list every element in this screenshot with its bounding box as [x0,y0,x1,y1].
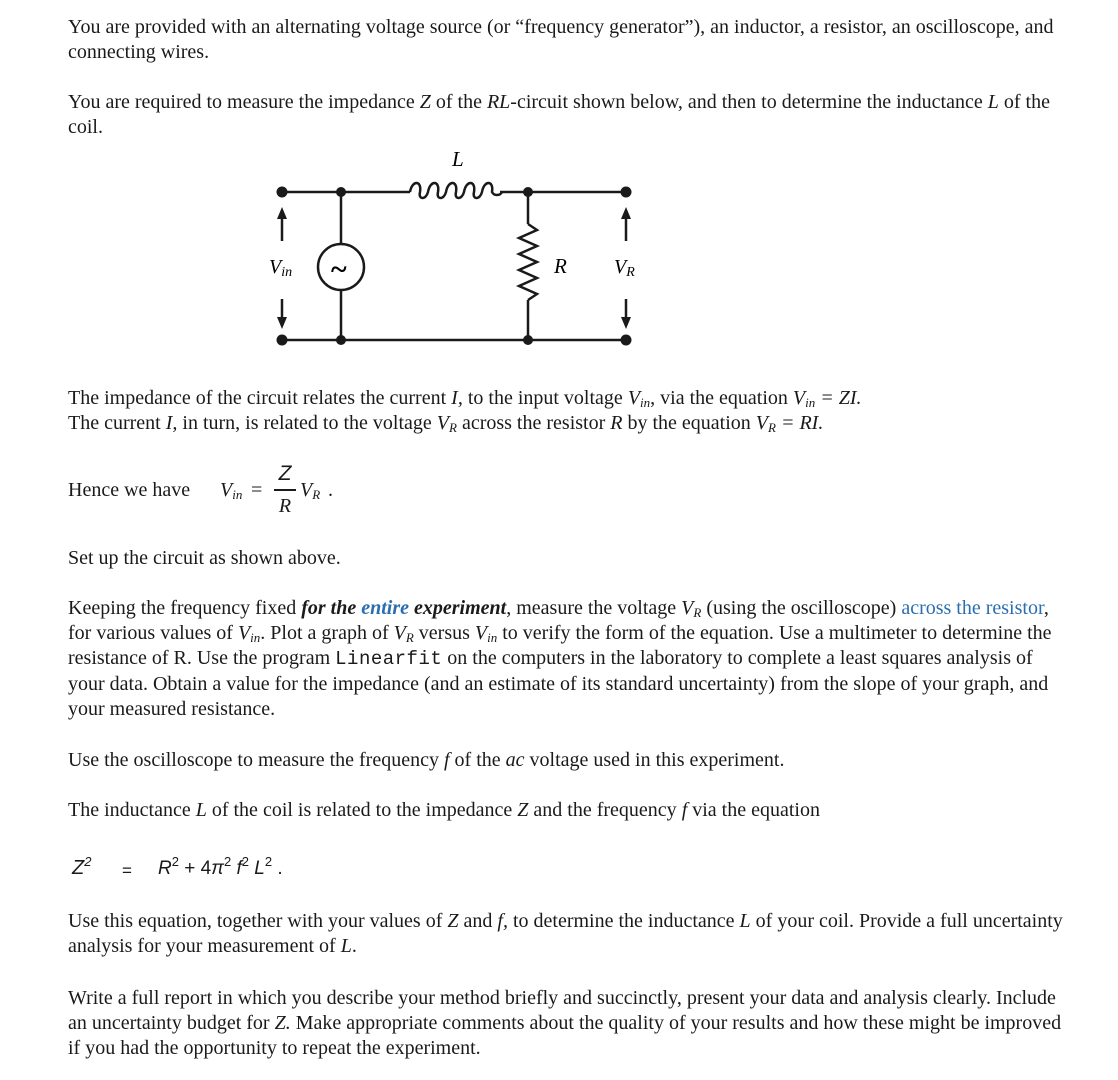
symbol-Z: Z [447,910,459,932]
eq-end: . [328,479,333,501]
symbol-I: I, [451,387,463,409]
equation-VR-RI: $V_R$ = RI. [755,412,824,435]
text-run: Make appropriate comments about the quality of your results and how these might be improved if you had the opportunity to repeat the experiment. [68,1012,1062,1059]
inductor-label: L [452,147,464,171]
text-run: and the frequency [528,799,682,821]
rl-circuit-diagram [250,140,670,355]
symbol-L: L [987,91,999,113]
text-run: across the resistor [456,412,611,434]
terminal-dot [621,187,632,198]
symbol-Z: Z [419,91,431,113]
text-run: of the [430,91,487,113]
eq2-rhs: $R^2 + 4\pi^2$ $f^2$ $L^2$ . [158,854,283,879]
frequency-paragraph [68,748,1068,773]
eq-Z-squared: $Z^2$ [72,854,92,879]
symbol-I: I, [165,412,178,434]
text-run: , via the equation [650,387,793,409]
symbol-L: L [195,799,207,821]
terminal-dot [277,187,288,198]
eq-VR: $V_R$ [300,479,321,502]
text-run: to determine the inductance [507,910,740,932]
text-run: Keeping the frequency fixed [68,597,302,619]
program-name: Linearfit [335,648,443,670]
text-run: to the input voltage [462,387,628,409]
fraction-numerator: Z [278,462,292,485]
text-run: on the computers in the laboratory to complete a least squares analysis of your data. Obtain a value for the impedance (and an estimate of its standard uncertainty) from the slope of your graph, and your measured resistance. [68,647,1049,720]
emphasis-text: for the [301,597,362,619]
text-run: (using the oscilloscope) [701,597,902,619]
hence-equation [68,462,468,522]
symbol-f: f [681,799,688,821]
text-run: -circuit shown below, and then to determine the inductance [510,91,988,113]
symbol-VR: $V_R$ [393,622,414,645]
inductor-coil [410,183,502,198]
eq-Vin: $V_{in}$ [220,479,243,502]
junction-dot [523,187,533,197]
text-run: via the equation [687,799,820,821]
intro-paragraph [68,15,1068,65]
text-run: voltage used in this experiment. [524,749,785,771]
hence-lead: Hence we have [68,479,191,501]
text-run: Write a full report in which you describe your method briefly and succinctly, present your data and analysis clearly. Include an uncertainty budget for [68,987,1056,1034]
text-run: to verify the form of the equation. Use a multimeter to determine the resistance of R. Use the program [68,622,1052,669]
vr-arrow-up-head [621,207,631,219]
inductance-relation-paragraph [68,798,1068,823]
symbol-Vin: $V_{in}$ [474,622,498,645]
procedure-paragraph [68,596,1068,722]
text-run: The inductance [68,799,196,821]
vin-arrow-down-head [277,317,287,329]
symbol-Vin: $V_{in}$ [237,622,261,645]
text-run: in turn, is related to the voltage [177,412,437,434]
resistor-zigzag [519,224,537,300]
text-run: Use this equation, together with your values of [68,910,448,932]
ac-source-symbol: ~ [331,253,347,286]
determine-L-paragraph [68,909,1068,959]
vin-label: Vin [269,256,293,280]
terminal-dot [621,335,632,346]
equation-Vin-ZI: $V_{in}$ = ZI. [792,387,862,410]
terminal-dot [277,335,288,346]
text-run: , measure the voltage [506,597,682,619]
impedance-paragraph [68,386,1068,436]
emphasis-text: experiment [409,597,507,619]
text-run: Use the oscilloscope to measure the frequency [68,749,444,771]
text-run: . [351,935,357,957]
symbol-Z: Z [517,799,529,821]
symbol-L: L [340,935,352,957]
symbol-VR: $V_R$ [436,412,457,435]
text-run: and [458,910,498,932]
symbol-f: f [443,749,450,771]
symbol-Z: Z. [274,1012,291,1034]
vr-label: VR [614,256,635,280]
report-paragraph [68,986,1068,1061]
highlight-across-resistor: across the resistor [901,597,1044,619]
vr-arrow-down-head [621,317,631,329]
symbol-Vin: $V_{in}$ [627,387,651,410]
text-run: The impedance of the circuit relates the current [68,387,452,409]
symbol-f: f, [497,910,508,932]
junction-dot [523,335,533,345]
junction-dot [336,335,346,345]
setup-paragraph [68,546,1068,571]
text-run: . Plot a graph of [260,622,394,644]
intro-text: You are provided with an alternating voltage source (or “frequency generator”), an inductor, a resistor, an oscilloscope, and connecting wires. [68,16,1054,63]
eq-equals: = [251,479,263,501]
symbol-RL: RL [486,91,511,113]
impedance-equation [72,852,472,886]
task-paragraph [68,90,1068,140]
text-run: by the equation [622,412,756,434]
text-run: of your coil. Provide a full uncertainty analysis for your measurement of [68,910,1063,957]
text-run: You are required to measure the impedance [68,91,420,113]
junction-dot [336,187,346,197]
vin-arrow-up-head [277,207,287,219]
emphasis-entire: entire [361,597,410,619]
symbol-VR: $V_R$ [681,597,702,620]
text-run: of the coil. [68,91,1050,138]
text-run: versus [413,622,475,644]
symbol-L: L [739,910,751,932]
resistor-label: R [554,254,567,278]
symbol-ac: ac [505,749,525,771]
text-run: The current [68,412,166,434]
text-run: of the [449,749,506,771]
fraction-bar [274,489,296,491]
symbol-R: R [610,412,623,434]
eq2-equals: = [122,861,132,880]
setup-text: Set up the circuit as shown above. [68,547,341,569]
fraction-denominator: R [278,495,292,517]
text-run: of the coil is related to the impedance [206,799,518,821]
text-run: , for various values of [68,597,1049,644]
